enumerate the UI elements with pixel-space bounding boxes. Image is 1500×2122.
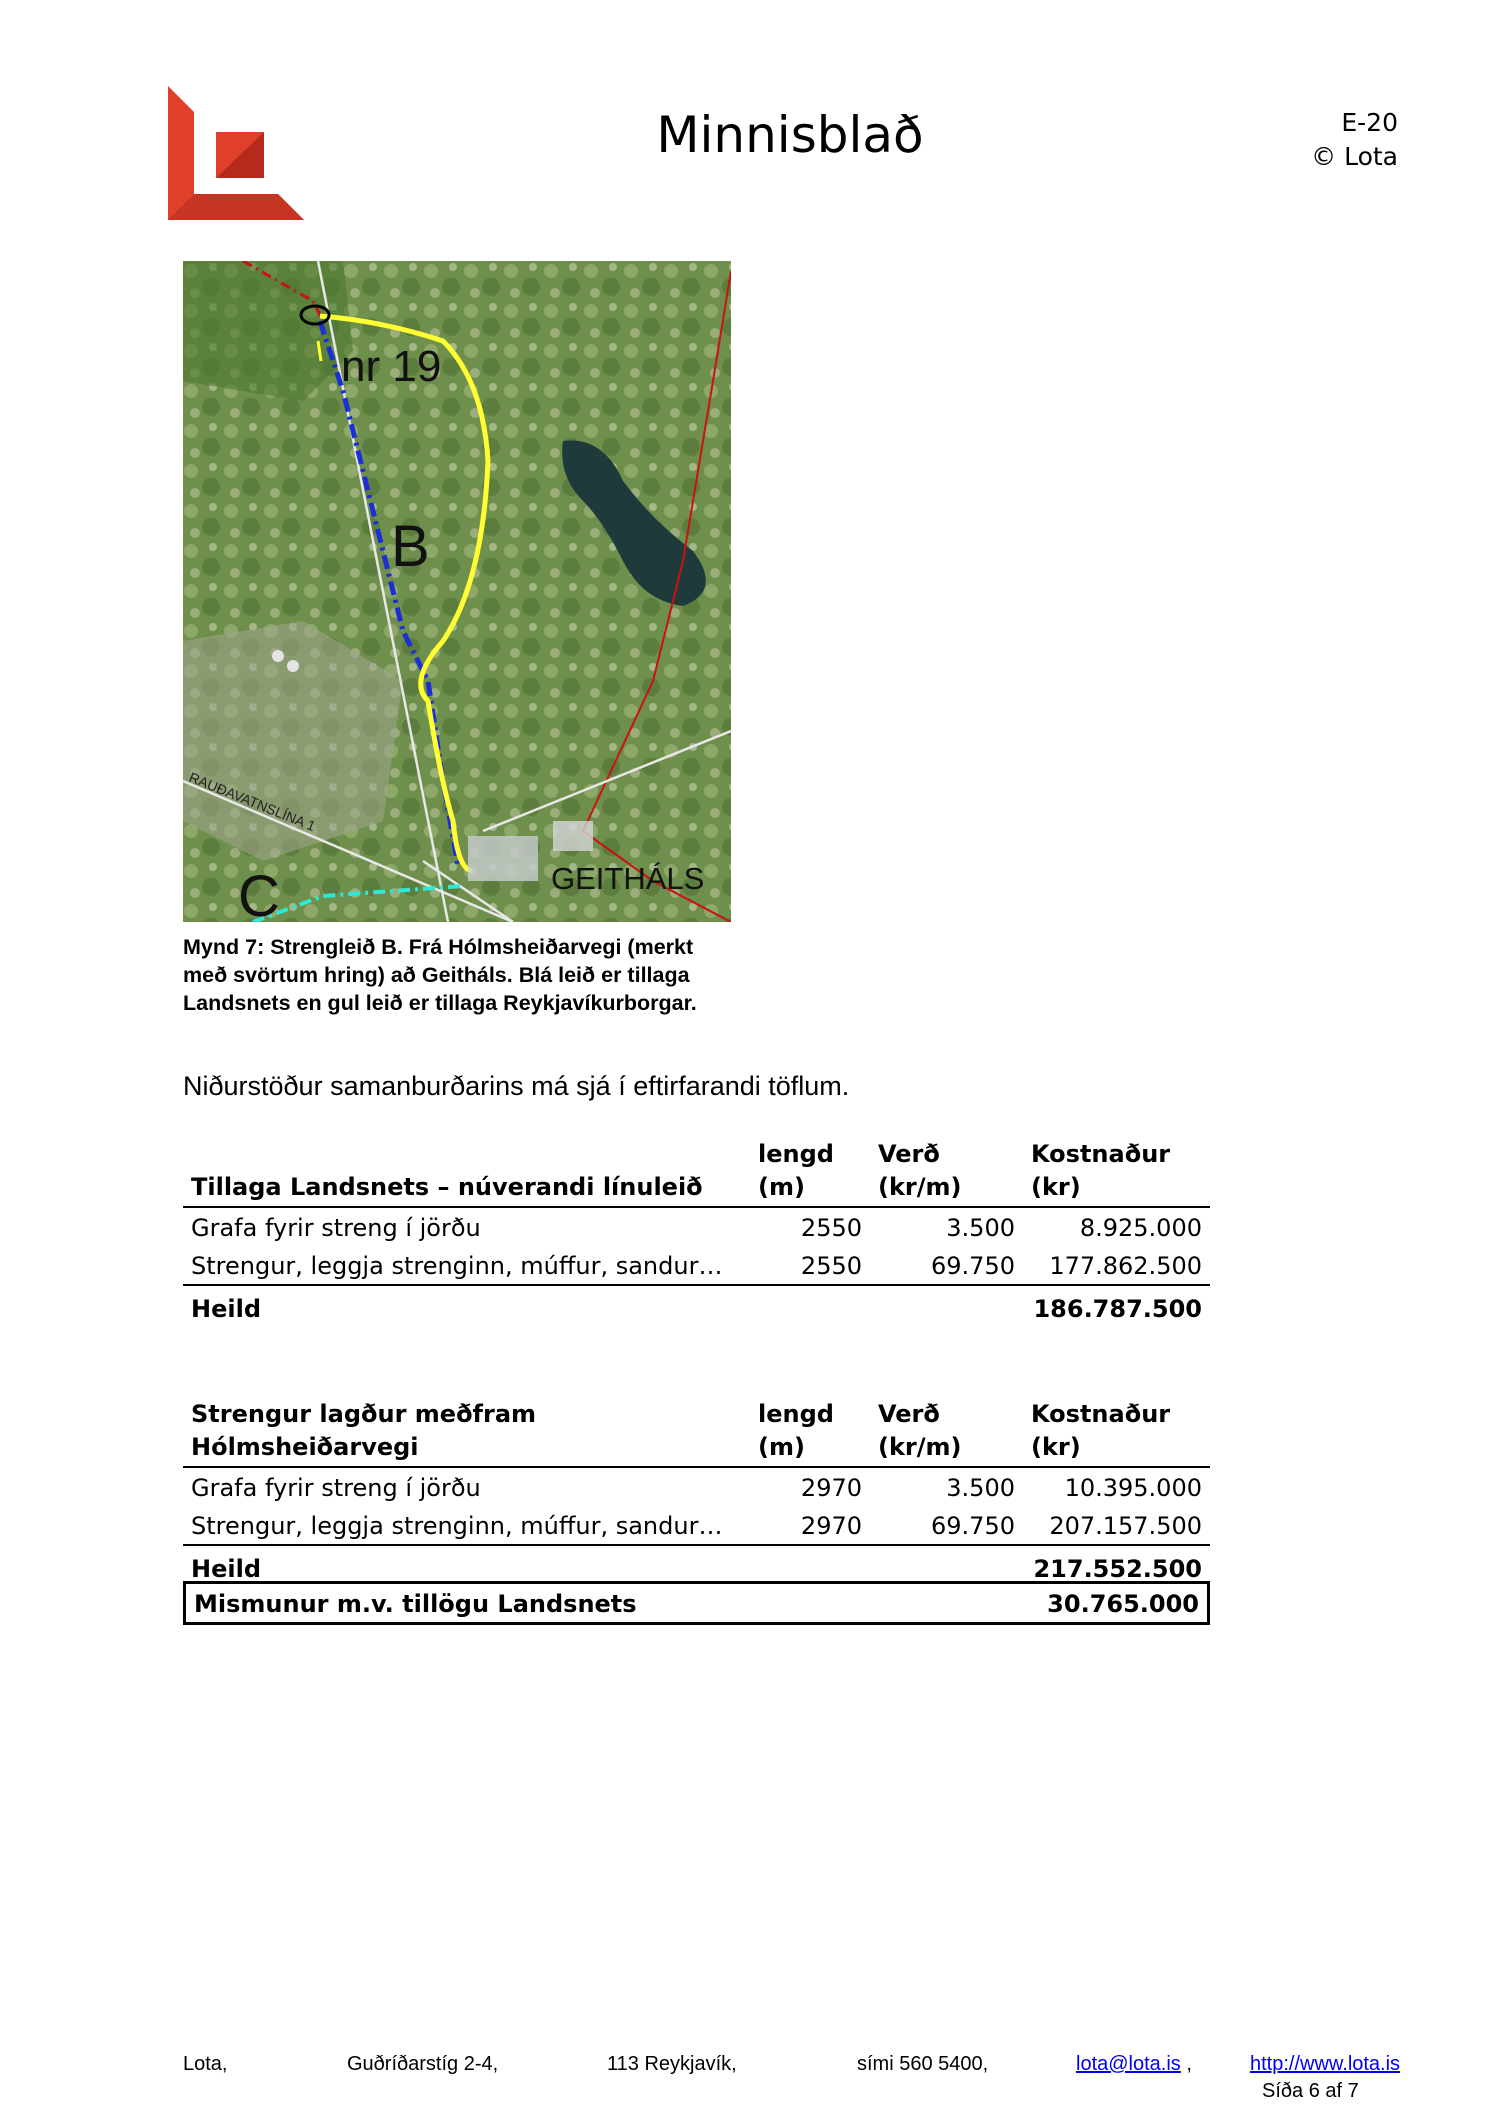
row-length: 2970 <box>750 1506 870 1545</box>
footer-company: Lota, <box>183 2053 228 2075</box>
column-header-price-label: Verð <box>878 1400 940 1428</box>
difference-row <box>185 1583 1209 1624</box>
column-header-cost: Kostnaður (kr) <box>1023 1138 1210 1207</box>
total-label: Heild <box>191 1555 261 1583</box>
table-title: Tillaga Landsnets – núverandi línuleið <box>183 1138 750 1207</box>
page-number: Síða 6 af 7 <box>1262 2080 1359 2102</box>
footer-separator: , <box>1186 2053 1192 2075</box>
table-row <box>183 1207 1210 1246</box>
footer-email-group <box>1076 2053 1192 2076</box>
footer-email-link[interactable]: lota@lota.is <box>1076 2053 1181 2075</box>
footer-phone: sími 560 5400, <box>857 2053 989 2075</box>
difference-value: 30.765.000 <box>1047 1590 1199 1618</box>
total-row <box>183 1285 1210 1330</box>
column-header-price-label: Verð <box>878 1140 940 1168</box>
table-header-row <box>183 1398 1210 1467</box>
column-header-cost: Kostnaður (kr) <box>1023 1398 1210 1467</box>
difference-label: Mismunur m.v. tillögu Landsnets <box>194 1590 637 1618</box>
map-label-line-name: RAUÐAVATNSLÍNA 1 <box>186 768 318 835</box>
column-header-price-unit: (kr/m) <box>878 1173 962 1201</box>
map-label-route-number: nr 19 <box>341 342 442 391</box>
row-description: Grafa fyrir streng í jörðu <box>191 1474 481 1502</box>
column-header-length <box>750 1138 870 1207</box>
row-description: Grafa fyrir streng í jörðu <box>191 1214 481 1242</box>
cost-table-landsnet <box>183 1138 1210 1330</box>
footer-web-link[interactable] <box>1250 2053 1400 2076</box>
column-header-price <box>870 1138 1023 1207</box>
table-title: Strengur lagður meðfram Hólmsheiðarvegi <box>183 1398 750 1467</box>
table-row <box>183 1246 1210 1285</box>
map-label-place: GEITHÁLS <box>551 861 705 896</box>
copyright-notice: © Lota <box>1311 142 1398 171</box>
row-price: 3.500 <box>946 1214 1015 1242</box>
table-row <box>183 1467 1210 1506</box>
map-label-route-c: C <box>238 864 280 922</box>
figure-caption: Mynd 7: Strengleið B. Frá Hólmsheiðarvegi (merkt með svörtum hring) að Geitháls. Blá leið er tillaga Landsnets en gul leið er tillaga Reykjavíkurborgar. <box>183 935 697 1015</box>
intro-text: Niðurstöður samanburðarins má sjá í eftirfarandi töflum. <box>183 1071 850 1101</box>
column-header-length-label: lengd <box>758 1140 834 1168</box>
column-header-length-unit: (m) <box>758 1433 805 1461</box>
footer-web-link-text[interactable]: http://www.lota.is <box>1250 2053 1401 2075</box>
row-price: 69.750 <box>870 1506 1023 1545</box>
column-header-length <box>750 1398 870 1467</box>
row-price: 69.750 <box>870 1246 1023 1285</box>
total-value: 217.552.500 <box>1033 1555 1202 1583</box>
table-row <box>183 1506 1210 1545</box>
row-length: 2550 <box>800 1214 862 1242</box>
footer-city: 113 Reykjavík, <box>607 2053 737 2075</box>
row-cost: 10.395.000 <box>1064 1474 1202 1502</box>
column-header-length-label: lengd <box>758 1400 834 1428</box>
column-header-length-unit: (m) <box>758 1173 805 1201</box>
row-cost: 8.925.000 <box>1079 1214 1202 1242</box>
document-id: E-20 <box>1341 108 1398 137</box>
document-reference <box>1200 106 1398 174</box>
row-cost: 207.157.500 <box>1023 1506 1210 1545</box>
row-cost: 177.862.500 <box>1023 1246 1210 1285</box>
footer-street: Guðríðarstíg 2-4, <box>347 2053 499 2075</box>
column-header-price <box>870 1398 1023 1467</box>
table-header-row <box>183 1138 1210 1207</box>
row-length: 2550 <box>750 1246 870 1285</box>
row-description: Strengur, leggja strenginn, múffur, sandur… <box>183 1246 750 1285</box>
row-description: Strengur, leggja strenginn, múffur, sandur… <box>183 1506 750 1545</box>
cost-table-holmsheidarvegur <box>183 1398 1210 1590</box>
row-price: 3.500 <box>946 1474 1015 1502</box>
total-label: Heild <box>191 1295 261 1323</box>
page-title: Minnisblað <box>656 106 924 164</box>
route-map-image <box>183 261 731 922</box>
column-header-price-unit: (kr/m) <box>878 1433 962 1461</box>
difference-box <box>183 1581 1210 1625</box>
row-length: 2970 <box>800 1474 862 1502</box>
map-label-route-b: B <box>391 514 430 579</box>
total-value: 186.787.500 <box>1033 1295 1202 1323</box>
